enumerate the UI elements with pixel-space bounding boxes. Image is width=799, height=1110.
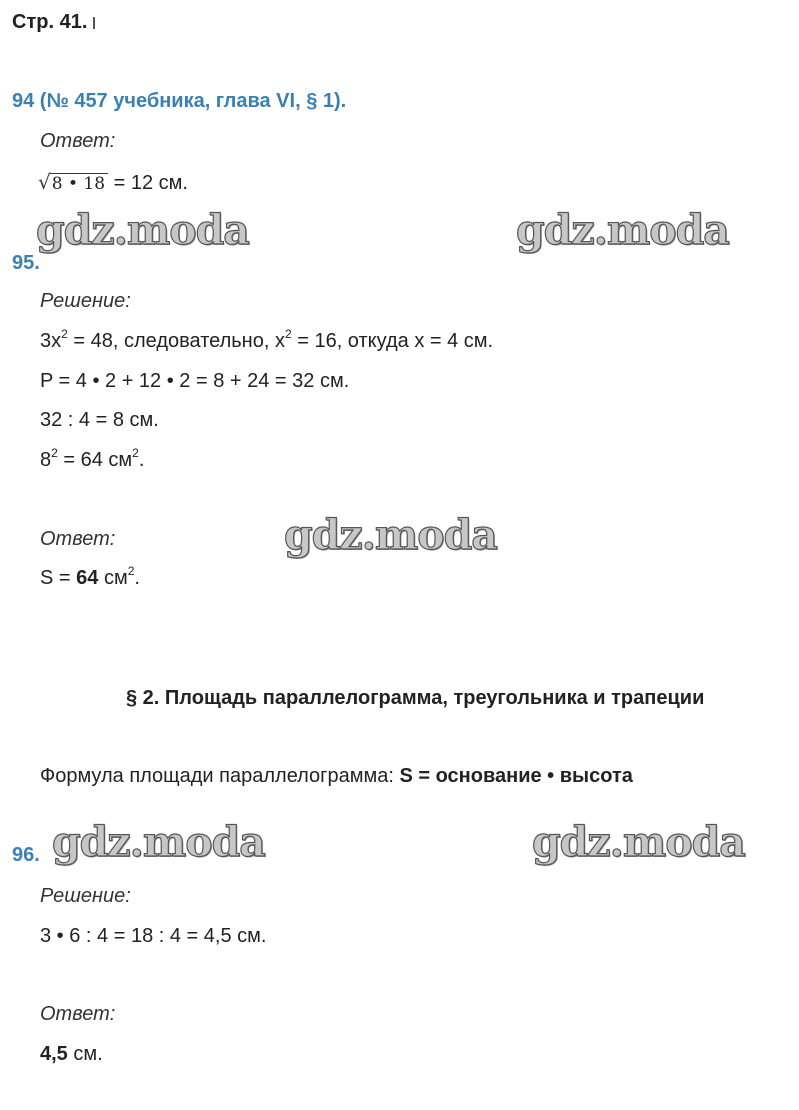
- task-96-heading: 96.: [12, 844, 40, 866]
- task-95-answer-label: Ответ:: [40, 528, 116, 550]
- text-part: см: [98, 567, 128, 589]
- superscript: 2: [127, 564, 135, 578]
- answer-value: 64: [76, 567, 99, 589]
- text-part: S =: [40, 567, 77, 589]
- text-part: 8: [40, 449, 52, 471]
- superscript: 2: [51, 446, 58, 460]
- watermark-logo: gdz.moda: [36, 206, 249, 254]
- page-header: [12, 11, 95, 34]
- sqrt-expression: [38, 170, 108, 195]
- task-96-solution-label: Решение:: [40, 885, 131, 907]
- task-94-heading: 94 (№ 457 учебника, глава VI, § 1).: [12, 90, 347, 112]
- superscript: 2: [284, 327, 292, 341]
- watermark-logo: gdz.moda: [52, 818, 265, 866]
- sqrt-radicand: 8 • 18: [50, 173, 108, 194]
- task-94-answer-line: [38, 170, 188, 195]
- text-part: = 16, откуда x = 4 см.: [291, 330, 494, 352]
- task-95-answer: [40, 564, 140, 590]
- text-part: = 64 см: [57, 449, 133, 471]
- task-95-line-2: P = 4 • 2 + 12 • 2 = 8 + 24 = 32 см.: [40, 370, 350, 392]
- page-number: Стр. 41.: [12, 11, 88, 33]
- task-96-line-1: 3 • 6 : 4 = 18 : 4 = 4,5 см.: [40, 925, 267, 947]
- task-95-heading: 95.: [12, 252, 40, 274]
- task-95-solution-label: Решение:: [40, 290, 131, 312]
- task-95-line-4: [40, 446, 145, 472]
- task-94-answer-label: Ответ:: [40, 130, 116, 152]
- text-part: 3x: [40, 330, 62, 352]
- task-94-result: = 12 см.: [113, 172, 188, 194]
- superscript: 2: [132, 446, 139, 460]
- watermark-logo: gdz.moda: [532, 818, 745, 866]
- header-mark: [93, 17, 95, 29]
- text-part: .: [134, 567, 140, 589]
- section-title: § 2. Площадь параллелограмма, треугольника и трапеции: [126, 687, 705, 709]
- formula-text: S = основание • высота: [399, 765, 633, 787]
- task-96-answer-label: Ответ:: [40, 1003, 116, 1025]
- watermark-logo: gdz.moda: [284, 511, 497, 559]
- superscript: 2: [61, 327, 68, 341]
- text-part: .: [138, 449, 145, 471]
- answer-value: 4,5: [40, 1043, 68, 1065]
- sqrt-sign-icon: √: [38, 170, 51, 194]
- text-part: см.: [67, 1043, 103, 1065]
- formula-label: Формула площади параллелограмма:: [40, 765, 400, 787]
- text-part: = 48, следовательно, x: [67, 330, 285, 352]
- task-96-answer: [40, 1043, 103, 1066]
- task-95-line-1: [40, 327, 494, 353]
- formula-line: [40, 765, 633, 788]
- watermark-logo: gdz.moda: [516, 206, 729, 254]
- task-95-line-3: 32 : 4 = 8 см.: [40, 409, 159, 431]
